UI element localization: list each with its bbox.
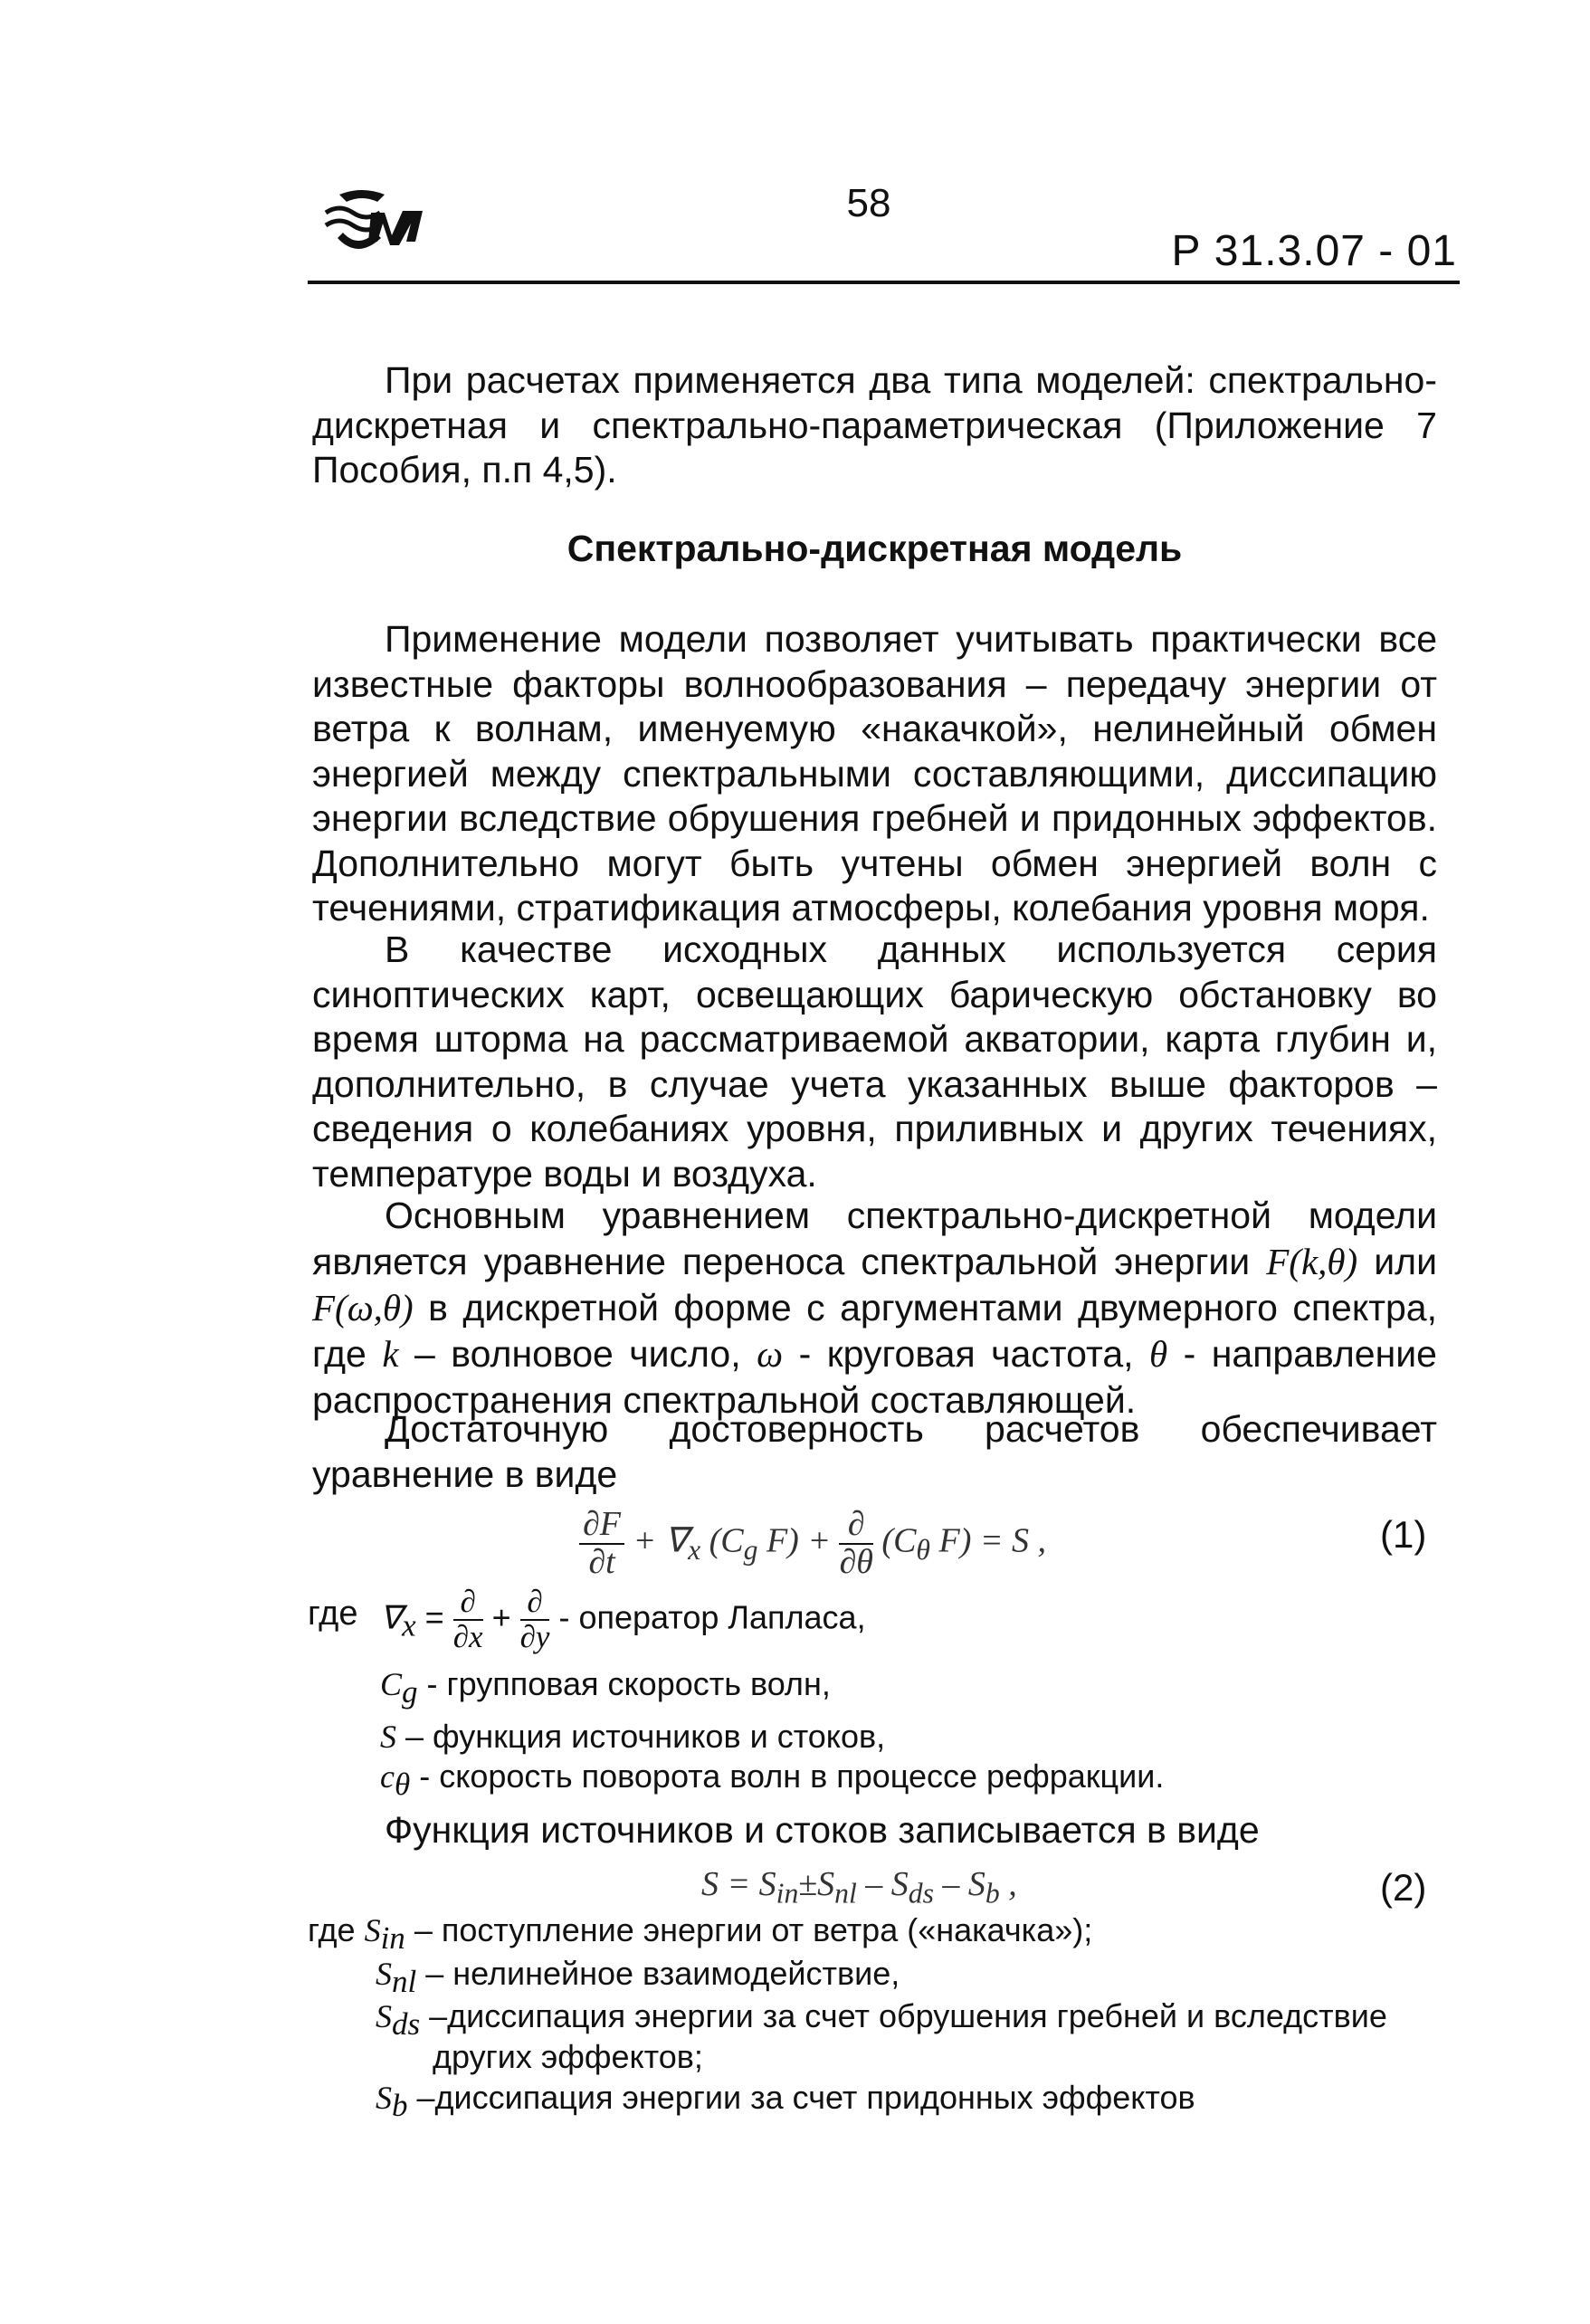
nabla-definition [380, 1586, 866, 1658]
s-in-sub: in [380, 1920, 405, 1957]
eq1-mid-sub: x [688, 1534, 701, 1567]
s-in-symbol: S [364, 1912, 381, 1948]
s-nl-symbol: S [376, 1956, 392, 1992]
eq1-tail: (C [881, 1521, 917, 1560]
eq1-dt: ∂t [588, 1542, 615, 1581]
nabla-sub: x [402, 1607, 416, 1643]
defs1-where: где [308, 1595, 358, 1633]
s-nl-description: – нелинейное взаимодействие, [425, 1955, 900, 1992]
p3-text-b: в дискретной форме с аргументами двумерного спектра, где [312, 1287, 1437, 1375]
intro-paragraph: При расчетах применяется два типа моделей: спектрально-дискретная и спектрально-параметрическая (Приложение 7 Пособия, п.п 4,5). [312, 359, 1437, 491]
s-description: – функция источников и стоков, [405, 1718, 886, 1755]
ct-description: - скорость поворота волн в процессе рефракции. [419, 1757, 1165, 1795]
rotation-speed-definition [380, 1757, 1164, 1803]
nabla-symbol: ∇ [380, 1599, 403, 1636]
cg-description: - групповая скорость волн, [426, 1665, 831, 1702]
s-nl-sub: nl [392, 1964, 417, 2000]
p3-text-c: – волновое число, [414, 1333, 741, 1375]
cg-symbol: C [380, 1666, 403, 1702]
eq2-s: S = S [701, 1865, 776, 1903]
eq2-nl: nl [834, 1877, 857, 1910]
s-b-symbol: S [376, 2080, 392, 2116]
eq2-in: in [776, 1877, 799, 1910]
ct-sub: θ [394, 1767, 411, 1803]
p3-text-a: Основным уравнением спектрально-дискретной модели является уравнение переноса спектральной энергии [312, 1195, 1437, 1282]
eq1-d: ∂ [839, 1507, 872, 1545]
symbol-omega: ω [757, 1333, 784, 1375]
document-number: Р 31.3.07 - 01 [1171, 227, 1457, 275]
section-heading: Спектрально-дискретная модель [566, 528, 1183, 569]
eq1-cg-sub: g [743, 1534, 758, 1567]
dy-den: ∂y [519, 1618, 550, 1654]
page-number: 58 [846, 181, 891, 225]
source-function-definition [380, 1718, 885, 1756]
header-rule [308, 281, 1460, 284]
eq1-cg: (C [709, 1521, 744, 1560]
eq1-cg-tail: F) + [766, 1521, 831, 1560]
eq2-minus2: – S [933, 1865, 985, 1903]
s-ds-definition [376, 1997, 1387, 2043]
s-symbol: S [380, 1719, 396, 1755]
dx-num: ∂ [453, 1586, 483, 1621]
s-b-description: –диссипация энергии за счет придонных эффектов [416, 2079, 1195, 2116]
p3-or: или [1374, 1241, 1437, 1282]
defs2-where: где [308, 1911, 356, 1948]
paragraph-equation-intro: Достаточную достоверность расчетов обеспечивает уравнение в виде [312, 1408, 1437, 1495]
paragraph-main-equation [312, 1193, 1437, 1424]
eq2-comma: , [999, 1865, 1017, 1903]
paragraph-model-factors: Применение модели позволяет учитывать практически все известные факторы волнообразования – передачу энергии от ветра к волнам, именуемую «накачкой», нелинейный обмен энергией между спектральными составляющими, диссипацию энергии вследствие обрушения гребней и придонных эффектов. Дополнительно могут быть учтены обмен энергией волн с течениями, стратификация атмосферы, колебания уровня моря. [312, 618, 1437, 929]
symbol-k: k [382, 1333, 399, 1375]
s-ds-sub: ds [392, 2006, 421, 2043]
s-in-description: – поступление энергии от ветра («накачка»); [414, 1911, 1093, 1948]
s-ds-description-cont: других эффектов; [433, 2038, 703, 2075]
equation-2-number: (2) [1380, 1866, 1427, 1909]
equation-2 [701, 1864, 1017, 1910]
symbol-theta: θ [1149, 1333, 1168, 1375]
frac-d-dx [453, 1586, 483, 1654]
equation-1-number: (1) [1380, 1513, 1427, 1556]
eq2-b: b [985, 1877, 1000, 1910]
nabla-plus: + [491, 1598, 511, 1636]
eq1-tail-end: F) = S , [938, 1521, 1046, 1560]
frac-d-dtheta [839, 1507, 872, 1581]
p3-text-d: - круговая частота, [798, 1333, 1134, 1375]
dy-num: ∂ [520, 1586, 550, 1621]
s-in-definition [308, 1911, 1092, 1957]
eq2-minus1: – S [856, 1865, 909, 1903]
eq2-ds: ds [908, 1877, 934, 1910]
eq1-tail-sub: θ [916, 1534, 930, 1567]
spectrum-fw: F(ω,θ) [312, 1287, 414, 1329]
spectrum-fk: F(k,θ) [1266, 1241, 1358, 1282]
group-velocity-definition [380, 1665, 831, 1710]
paragraph-input-data: В качестве исходных данных используется серия синоптических карт, освещающих барическую обстановку во время шторма на рассматриваемой акватории, карта глубин и, дополнительно, в случае учета указанных выше факторов – сведения о колебаниях уровня, приливных и других течениях, температуре воды и воздуха. [312, 929, 1437, 1195]
s-nl-definition [376, 1955, 900, 2000]
frac-d-dy [520, 1586, 550, 1654]
ct-symbol: c [380, 1758, 395, 1795]
s-b-definition [376, 2079, 1195, 2124]
eq1-dF: ∂F [579, 1507, 624, 1545]
s-ds-description: –диссипация энергии за счет обрушения гребней и вследствие [429, 1997, 1387, 2034]
nabla-description: - оператор Лапласа, [558, 1598, 866, 1636]
frac-dF-dt [579, 1507, 624, 1581]
eq1-mid: + ∇ [633, 1521, 689, 1560]
eq2-pm: ±S [798, 1865, 835, 1903]
dx-den: ∂x [452, 1618, 483, 1654]
nabla-eq: = [424, 1598, 444, 1636]
s-ds-symbol: S [376, 1998, 392, 2034]
publisher-logo-icon [321, 186, 430, 267]
p3-text-e: - направление распространения спектральной составляющей. [312, 1333, 1437, 1421]
eq1-dtheta: ∂θ [839, 1542, 873, 1581]
paragraph-source-function: Функция источников и стоков записывается в виде [385, 1809, 1260, 1851]
s-b-sub: b [392, 2088, 408, 2124]
cg-sub: g [402, 1674, 418, 1710]
